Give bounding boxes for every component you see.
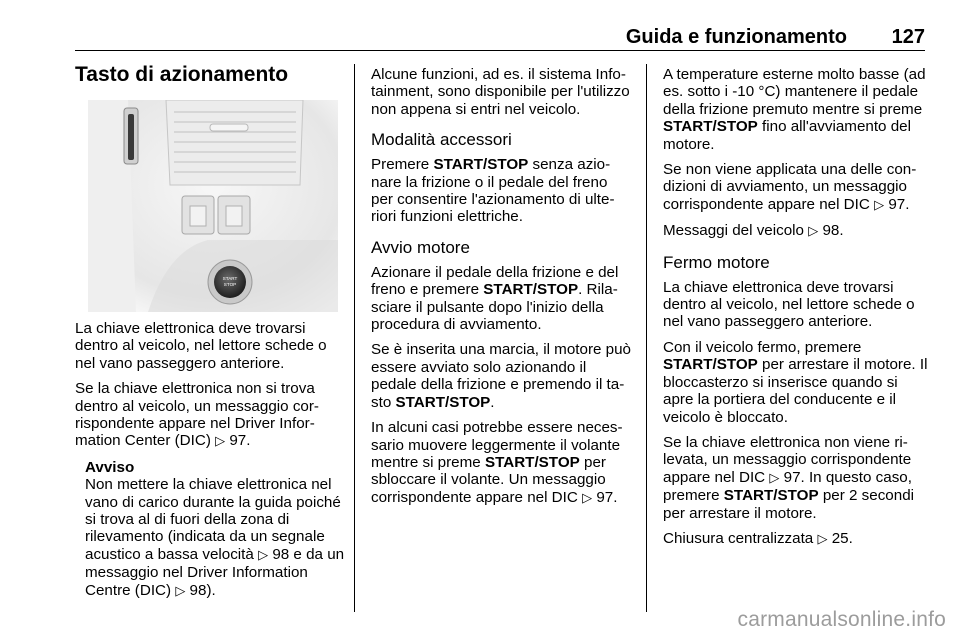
ref-arrow-icon: ▷	[808, 224, 819, 240]
ref-arrow-icon: ▷	[258, 547, 269, 563]
button-label-line2: STOP	[223, 282, 237, 287]
page-header	[75, 26, 925, 52]
notice-text: Non mettere la chiave elettronica nel vano di carico durante la guida poiché si trova al di fuori della zona di rilevamento (indicata da un segnale acustico a bassa velocità ▷ 98 e da un messaggio nel Driver Information Centre (DIC) ▷ 98).	[85, 476, 345, 599]
paragraph: La chiave elettronica deve trovarsi dentro al veicolo, nel lettore schede o nel vano passeggero anteriore.	[663, 278, 915, 331]
paragraph: Se non viene applicata una delle condizioni di avviamento, un messaggio corrispondente appare nel DIC ▷ 97.	[663, 161, 917, 213]
paragraph: In alcuni casi potrebbe essere necessario muovere leggermente il volante mentre si preme START/STOP per sbloccare il volante. Un messaggio corrispondente appare nel DIC ▷ 97.	[371, 419, 623, 506]
watermark: carmanualsonline.info	[737, 608, 946, 631]
ref-arrow-icon: ▷	[817, 531, 828, 547]
heading-fermo: Fermo motore	[663, 252, 770, 272]
header-rule	[75, 50, 925, 51]
paragraph: A temperature esterne molto basse (ad es. sotto i -10 °C) mantenere il pedale della frizione premuto mentre si preme START/STOP fino all'avviamento del motore.	[663, 66, 926, 153]
header-title: Guida e funzionamento	[625, 26, 847, 48]
paragraph: La chiave elettronica deve trovarsi dentro al veicolo, nel lettore schede o nel vano passeggero anteriore.	[75, 320, 327, 372]
paragraph: Chiusura centralizzata ▷ 25.	[663, 529, 853, 547]
heading-avvio: Avvio motore	[371, 237, 470, 257]
paragraph: Premere START/STOP senza azionare la frizione o il pedale del freno per consentire l'azionamento di ulteriori funzioni elettriche.	[371, 156, 615, 226]
section-title: Tasto di azionamento	[75, 63, 289, 86]
paragraph: Con il veicolo fermo, premere START/STOP per arrestare il motore. Il bloccasterzo si inserisce quando si apre la portiera del conducente e il veicolo è bloccato.	[663, 338, 928, 426]
column-3	[663, 66, 928, 556]
ref-arrow-icon: ▷	[175, 583, 186, 599]
column-1	[75, 320, 345, 600]
column-divider-2	[646, 64, 647, 612]
paragraph: Se la chiave elettronica non si trova dentro al veicolo, un messaggio corrispondente appare nel Driver Information Center (DIC) ▷ 97.	[75, 380, 319, 450]
paragraph: Alcune funzioni, ad es. il sistema Infotainment, sono disponibile per l'utilizzo non appena si entri nel veicolo.	[371, 66, 630, 118]
heading-accessori: Modalità accessori	[371, 130, 512, 150]
start-stop-illustration	[88, 100, 338, 312]
button-label-line1: START	[222, 276, 238, 281]
paragraph: Messaggi del veicolo ▷ 98.	[663, 222, 844, 240]
dashboard-figure	[88, 100, 338, 312]
notice-box	[85, 459, 345, 600]
column-2	[371, 66, 633, 515]
paragraph: Se è inserita una marcia, il motore può essere avviato solo azionando il pedale della frizione e premendo il tasto START/STOP.	[371, 341, 632, 411]
paragraph: Azionare il pedale della frizione e del freno e premere START/STOP. Rilasciare il pulsante dopo l'inizio della procedura di avviamento.	[371, 263, 619, 334]
ref-arrow-icon: ▷	[582, 490, 593, 506]
page-number: 127	[891, 26, 925, 48]
ref-arrow-icon: ▷	[769, 470, 780, 486]
ref-arrow-icon: ▷	[874, 197, 885, 213]
column-divider-1	[354, 64, 355, 612]
ref-arrow-icon: ▷	[215, 434, 226, 450]
paragraph: Se la chiave elettronica non viene rilevata, un messaggio corrispondente appare nel DIC ▷ 97. In questo caso, premere START/STOP per 2 secondi per arrestare il motore.	[663, 433, 915, 522]
notice-title: Avviso	[85, 458, 135, 476]
